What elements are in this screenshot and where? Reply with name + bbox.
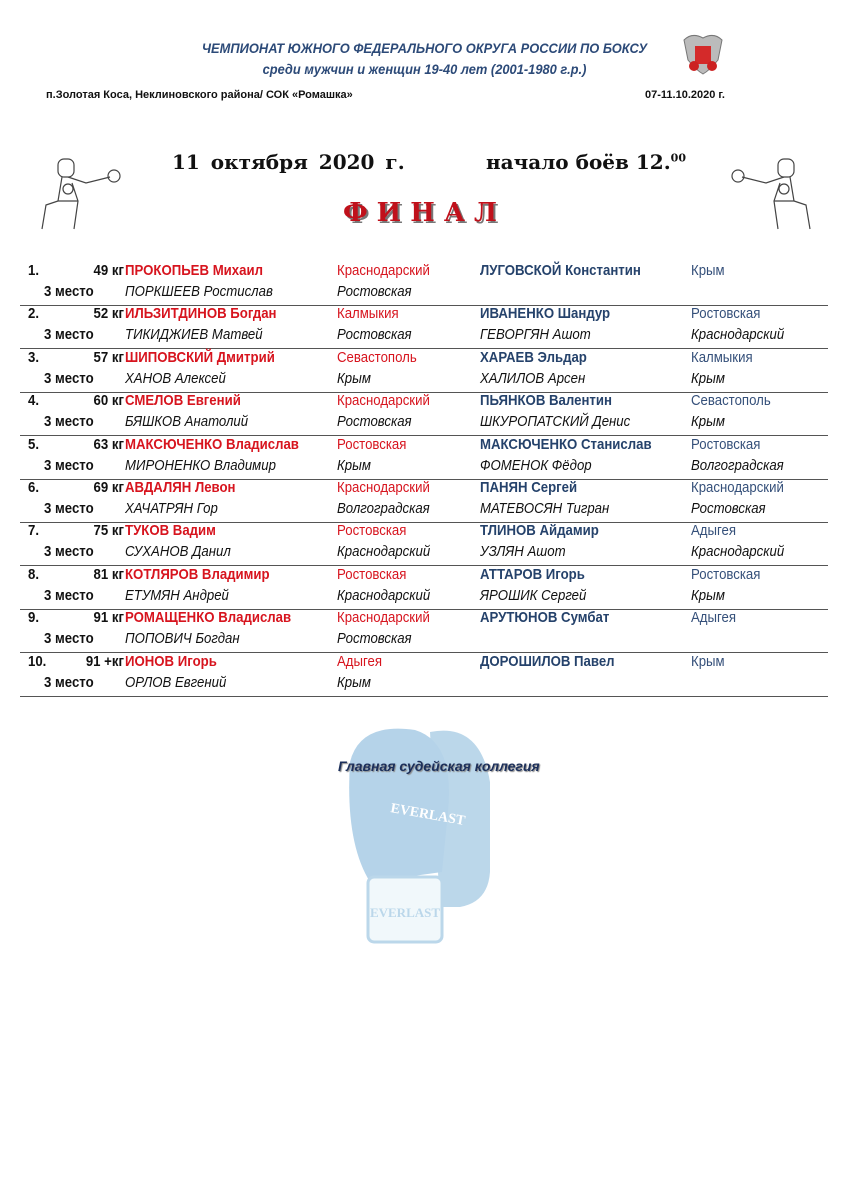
third-place-2-name: ФОМЕНОК Фёдор: [480, 456, 592, 474]
blue-corner-name: ЛУГОВСКОЙ Константин: [480, 262, 641, 279]
red-corner-region: Ростовская: [337, 565, 407, 583]
blue-corner-name: ДОРОШИЛОВ Павел: [480, 652, 615, 670]
bout-number: 4.: [28, 392, 40, 410]
third-place-label: 3 место: [44, 326, 94, 344]
championship-title: ЧЕМПИОНАТ ЮЖНОГО ФЕДЕРАЛЬНОГО ОКРУГА РОССИИ ПО БОКСУ: [201, 40, 648, 56]
red-corner-name: СМЕЛОВ Евгений: [125, 392, 241, 410]
red-corner-name: РОМАЩЕНКО Владислав: [125, 609, 292, 627]
blue-corner-region: Адыгея: [691, 522, 737, 540]
red-corner-region: Краснодарский: [337, 479, 430, 496]
venue: п.Золотая Коса, Неклиновского района/ СОК «Ромашка»: [46, 89, 353, 101]
weight-category: 81 кг: [93, 565, 124, 583]
third-place-1-region: Ростовская: [337, 283, 412, 300]
boxing-gloves-watermark-icon: [330, 722, 500, 952]
bout-row: [20, 609, 828, 653]
stage-title: ФИНАЛ: [343, 198, 506, 228]
red-corner-region: Краснодарский: [337, 609, 430, 627]
third-place-1-region: Краснодарский: [337, 543, 431, 561]
third-place-2-region: Волгоградская: [691, 456, 784, 474]
red-corner-name: ПРОКОПЬЕВ Михаил: [125, 262, 263, 279]
blue-corner-region: Краснодарский: [691, 479, 784, 496]
bout-number: 8.: [28, 565, 40, 583]
third-place-1-region: Крым: [337, 456, 371, 474]
red-corner-name: ТУКОВ Вадим: [125, 522, 216, 540]
weight-category: 91 +кг: [85, 652, 124, 670]
third-place-1-name: ЕТУМЯН Андрей: [125, 586, 229, 604]
blue-corner-name: МАКСЮЧЕНКО Станислав: [480, 435, 652, 453]
championship-subtitle: среди мужчин и женщин 19-40 лет (2001-1980 г.р.): [262, 61, 587, 77]
blue-corner-region: Крым: [691, 262, 725, 279]
third-place-2-name: ХАЛИЛОВ Арсен: [480, 369, 586, 387]
blue-corner-name: ТЛИНОВ Айдамир: [480, 522, 599, 540]
bout-number: 5.: [28, 435, 40, 453]
red-corner-region: Краснодарский: [337, 392, 430, 410]
bout-row: [20, 436, 828, 480]
third-place-2-name: МАТЕВОСЯН Тигран: [480, 500, 610, 517]
bout-number: 7.: [28, 522, 40, 540]
third-place-label: 3 место: [44, 543, 94, 561]
start-time-minutes: 00: [670, 151, 686, 165]
third-place-2-name: ГЕВОРГЯН Ашот: [480, 326, 591, 344]
start-time: [486, 150, 686, 174]
bout-row: [20, 566, 828, 610]
third-place-1-name: БЯШКОВ Анатолий: [125, 413, 249, 431]
third-place-1-name: ПОРКШЕЕВ Ростислав: [125, 283, 273, 300]
bout-number: 3.: [28, 348, 40, 366]
third-place-1-name: ПОПОВИЧ Богдан: [125, 630, 240, 648]
third-place-2-region: Краснодарский: [691, 543, 785, 561]
red-corner-name: МАКСЮЧЕНКО Владислав: [125, 435, 299, 453]
blue-corner-region: Калмыкия: [691, 348, 753, 366]
red-corner-region: Калмыкия: [337, 305, 399, 323]
red-corner-name: КОТЛЯРОВ Владимир: [125, 565, 270, 583]
third-place-label: 3 место: [44, 500, 94, 517]
blue-corner-region: Ростовская: [691, 435, 761, 453]
blue-corner-name: АРУТЮНОВ Сумбат: [480, 609, 610, 627]
red-corner-name: ИЛЬЗИТДИНОВ Богдан: [125, 305, 277, 323]
blue-corner-region: Крым: [691, 652, 725, 670]
bout-number: 1.: [28, 262, 40, 279]
third-place-1-name: ТИКИДЖИЕВ Матвей: [125, 326, 263, 344]
bout-row: [20, 262, 828, 306]
weight-category: 69 кг: [93, 479, 124, 496]
third-place-1-region: Ростовская: [337, 630, 412, 648]
bout-row: [20, 522, 828, 566]
third-place-1-region: Крым: [337, 673, 371, 691]
event-dates: 07-11.10.2020 г.: [645, 89, 725, 101]
third-place-label: 3 место: [44, 456, 94, 474]
blue-corner-region: Ростовская: [691, 305, 761, 323]
third-place-label: 3 место: [44, 673, 94, 691]
weight-category: 60 кг: [93, 392, 124, 410]
red-corner-region: Адыгея: [337, 652, 383, 670]
third-place-2-name: УЗЛЯН Ашот: [480, 543, 566, 561]
blue-corner-name: ПАНЯН Сергей: [480, 479, 578, 496]
red-corner-region: Ростовская: [337, 435, 407, 453]
third-place-label: 3 место: [44, 586, 94, 604]
third-place-2-region: Крым: [691, 369, 725, 387]
federation-emblem-icon: [680, 30, 726, 76]
blue-corner-region: Адыгея: [691, 609, 737, 627]
red-corner-name: ИОНОВ Игорь: [125, 652, 217, 670]
blue-corner-name: ИВАНЕНКО Шандур: [480, 305, 611, 323]
third-place-1-region: Крым: [337, 369, 371, 387]
blue-corner-name: ПЬЯНКОВ Валентин: [480, 392, 612, 410]
bout-number: 10.: [28, 652, 47, 670]
third-place-2-region: Ростовская: [691, 500, 766, 517]
third-place-1-name: ОРЛОВ Евгений: [125, 673, 227, 691]
bout-row: [20, 479, 828, 523]
third-place-label: 3 место: [44, 369, 94, 387]
watermark-brand-top: EVERLAST: [389, 801, 467, 830]
red-corner-name: АВДАЛЯН Левон: [125, 479, 236, 496]
third-place-1-region: Краснодарский: [337, 586, 431, 604]
blue-corner-name: ХАРАЕВ Эльдар: [480, 348, 587, 366]
third-place-1-region: Ростовская: [337, 326, 412, 344]
third-place-label: 3 место: [44, 283, 94, 300]
third-place-1-region: Волгоградская: [337, 500, 430, 517]
weight-category: 49 кг: [93, 262, 124, 279]
bout-number: 6.: [28, 479, 40, 496]
bout-number: 9.: [28, 609, 40, 627]
bout-row: [20, 305, 828, 349]
bout-number: 2.: [28, 305, 40, 323]
weight-category: 57 кг: [93, 348, 124, 366]
weight-category: 52 кг: [93, 305, 124, 323]
blue-corner-region: Ростовская: [691, 565, 761, 583]
third-place-1-name: СУХАНОВ Данил: [125, 543, 231, 561]
third-place-2-name: ШКУРОПАТСКИЙ Денис: [480, 413, 631, 431]
red-corner-name: ШИПОВСКИЙ Дмитрий: [125, 348, 275, 366]
red-corner-region: Краснодарский: [337, 262, 430, 279]
third-place-2-region: Крым: [691, 413, 725, 431]
third-place-label: 3 место: [44, 630, 94, 648]
bout-row: [20, 349, 828, 393]
third-place-1-name: МИРОНЕНКО Владимир: [125, 456, 276, 474]
red-corner-region: Севастополь: [337, 348, 417, 366]
bout-row: [20, 653, 828, 697]
red-corner-region: Ростовская: [337, 522, 407, 540]
third-place-1-region: Ростовская: [337, 413, 412, 431]
blue-corner-name: АТТАРОВ Игорь: [480, 565, 585, 583]
competition-day: 11 октября 2020 г.: [172, 150, 405, 174]
third-place-2-name: ЯРОШИК Сергей: [480, 586, 587, 604]
bout-row: [20, 392, 828, 436]
watermark-brand-text: EVERLAST: [369, 905, 441, 920]
weight-category: 63 кг: [93, 435, 124, 453]
third-place-2-region: Крым: [691, 586, 725, 604]
third-place-2-region: Краснодарский: [691, 326, 785, 344]
chief-judges-panel: Главная судейская коллегия: [338, 758, 540, 774]
third-place-1-name: ХАЧАТРЯН Гор: [125, 500, 218, 517]
third-place-1-name: ХАНОВ Алексей: [125, 369, 226, 387]
weight-category: 75 кг: [93, 522, 124, 540]
start-time-label: начало боёв 12.: [486, 150, 671, 174]
blue-corner-region: Севастополь: [691, 392, 771, 410]
weight-category: 91 кг: [93, 609, 124, 627]
third-place-label: 3 место: [44, 413, 94, 431]
